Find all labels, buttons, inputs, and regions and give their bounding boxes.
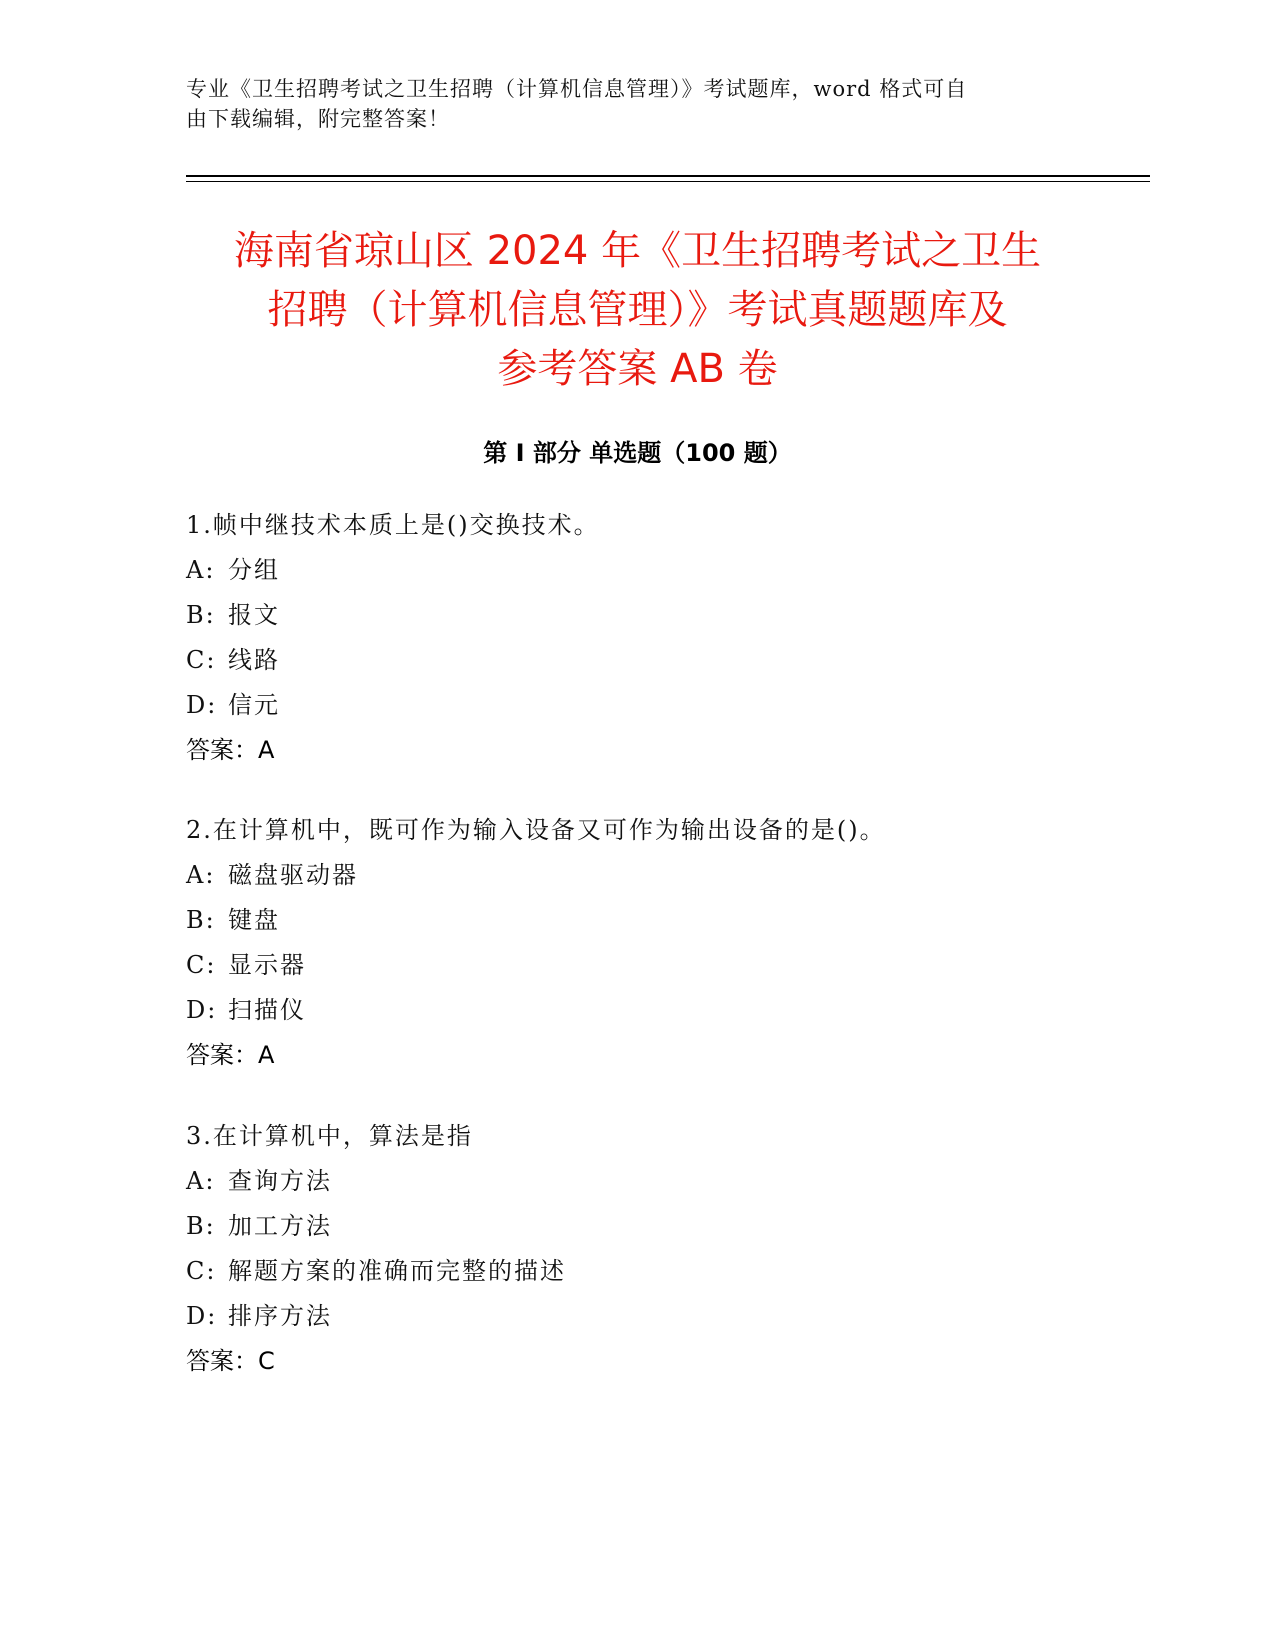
option-b (186, 593, 1086, 638)
question-stem: 1.帧中继技术本质上是()交换技术。 (186, 511, 600, 539)
option-letter: D: (186, 691, 218, 719)
option-text: 报文 (228, 601, 280, 629)
option-a (186, 548, 1086, 593)
header-rule-thick (186, 175, 1150, 177)
option-letter: A: (186, 1167, 216, 1195)
option-letter: B: (186, 1212, 216, 1240)
header-note-line-2: 由下载编辑，附完整答案！ (186, 107, 450, 131)
option-letter: D: (186, 996, 218, 1024)
question-stem: 2.在计算机中，既可作为输入设备又可作为输出设备的是()。 (186, 816, 886, 844)
option-b (186, 898, 1086, 943)
question-stem: 3.在计算机中，算法是指 (186, 1122, 473, 1150)
option-text: 解题方案的准确而完整的描述 (228, 1257, 566, 1285)
option-text: 分组 (228, 556, 280, 584)
option-text: 键盘 (228, 906, 280, 934)
option-letter: B: (186, 601, 216, 629)
option-text: 显示器 (228, 951, 306, 979)
option-text: 查询方法 (228, 1167, 332, 1195)
option-text: 扫描仪 (228, 996, 306, 1024)
option-b (186, 1204, 1086, 1249)
option-d (186, 1294, 1086, 1339)
section-heading: 第 I 部分 单选题（100 题） (483, 439, 792, 467)
answer-line: 答案：A (186, 736, 275, 764)
header-rule-thin (186, 181, 1150, 182)
answer-line: 答案：A (186, 1041, 275, 1069)
question-1 (186, 503, 1086, 773)
option-text: 排序方法 (228, 1302, 332, 1330)
option-text: 信元 (228, 691, 280, 719)
document-title-line-3: 参考答案 AB 卷 (497, 346, 778, 392)
option-letter: B: (186, 906, 216, 934)
document-title-line-2: 招聘（计算机信息管理）》考试真题题库及 (267, 287, 1008, 333)
option-text: 磁盘驱动器 (228, 861, 358, 889)
option-d (186, 683, 1086, 728)
option-c (186, 1249, 1086, 1294)
document-title-line-1: 海南省琼山区 2024 年《卫生招聘考试之卫生 (233, 228, 1042, 274)
option-letter: D: (186, 1302, 218, 1330)
option-c (186, 638, 1086, 683)
option-text: 线路 (228, 646, 280, 674)
option-c (186, 943, 1086, 988)
option-a (186, 853, 1086, 898)
answer-line: 答案：C (186, 1347, 275, 1375)
option-a (186, 1159, 1086, 1204)
header-note (186, 74, 1066, 134)
option-text: 加工方法 (228, 1212, 332, 1240)
document-title (160, 222, 1115, 399)
question-2 (186, 808, 1086, 1078)
option-letter: A: (186, 556, 216, 584)
option-letter: C: (186, 951, 217, 979)
header-note-line-1: 专业《卫生招聘考试之卫生招聘（计算机信息管理）》考试题库，word 格式可自 (186, 77, 968, 101)
option-d (186, 988, 1086, 1033)
question-3 (186, 1114, 1086, 1384)
option-letter: C: (186, 1257, 217, 1285)
option-letter: A: (186, 861, 216, 889)
option-letter: C: (186, 646, 217, 674)
